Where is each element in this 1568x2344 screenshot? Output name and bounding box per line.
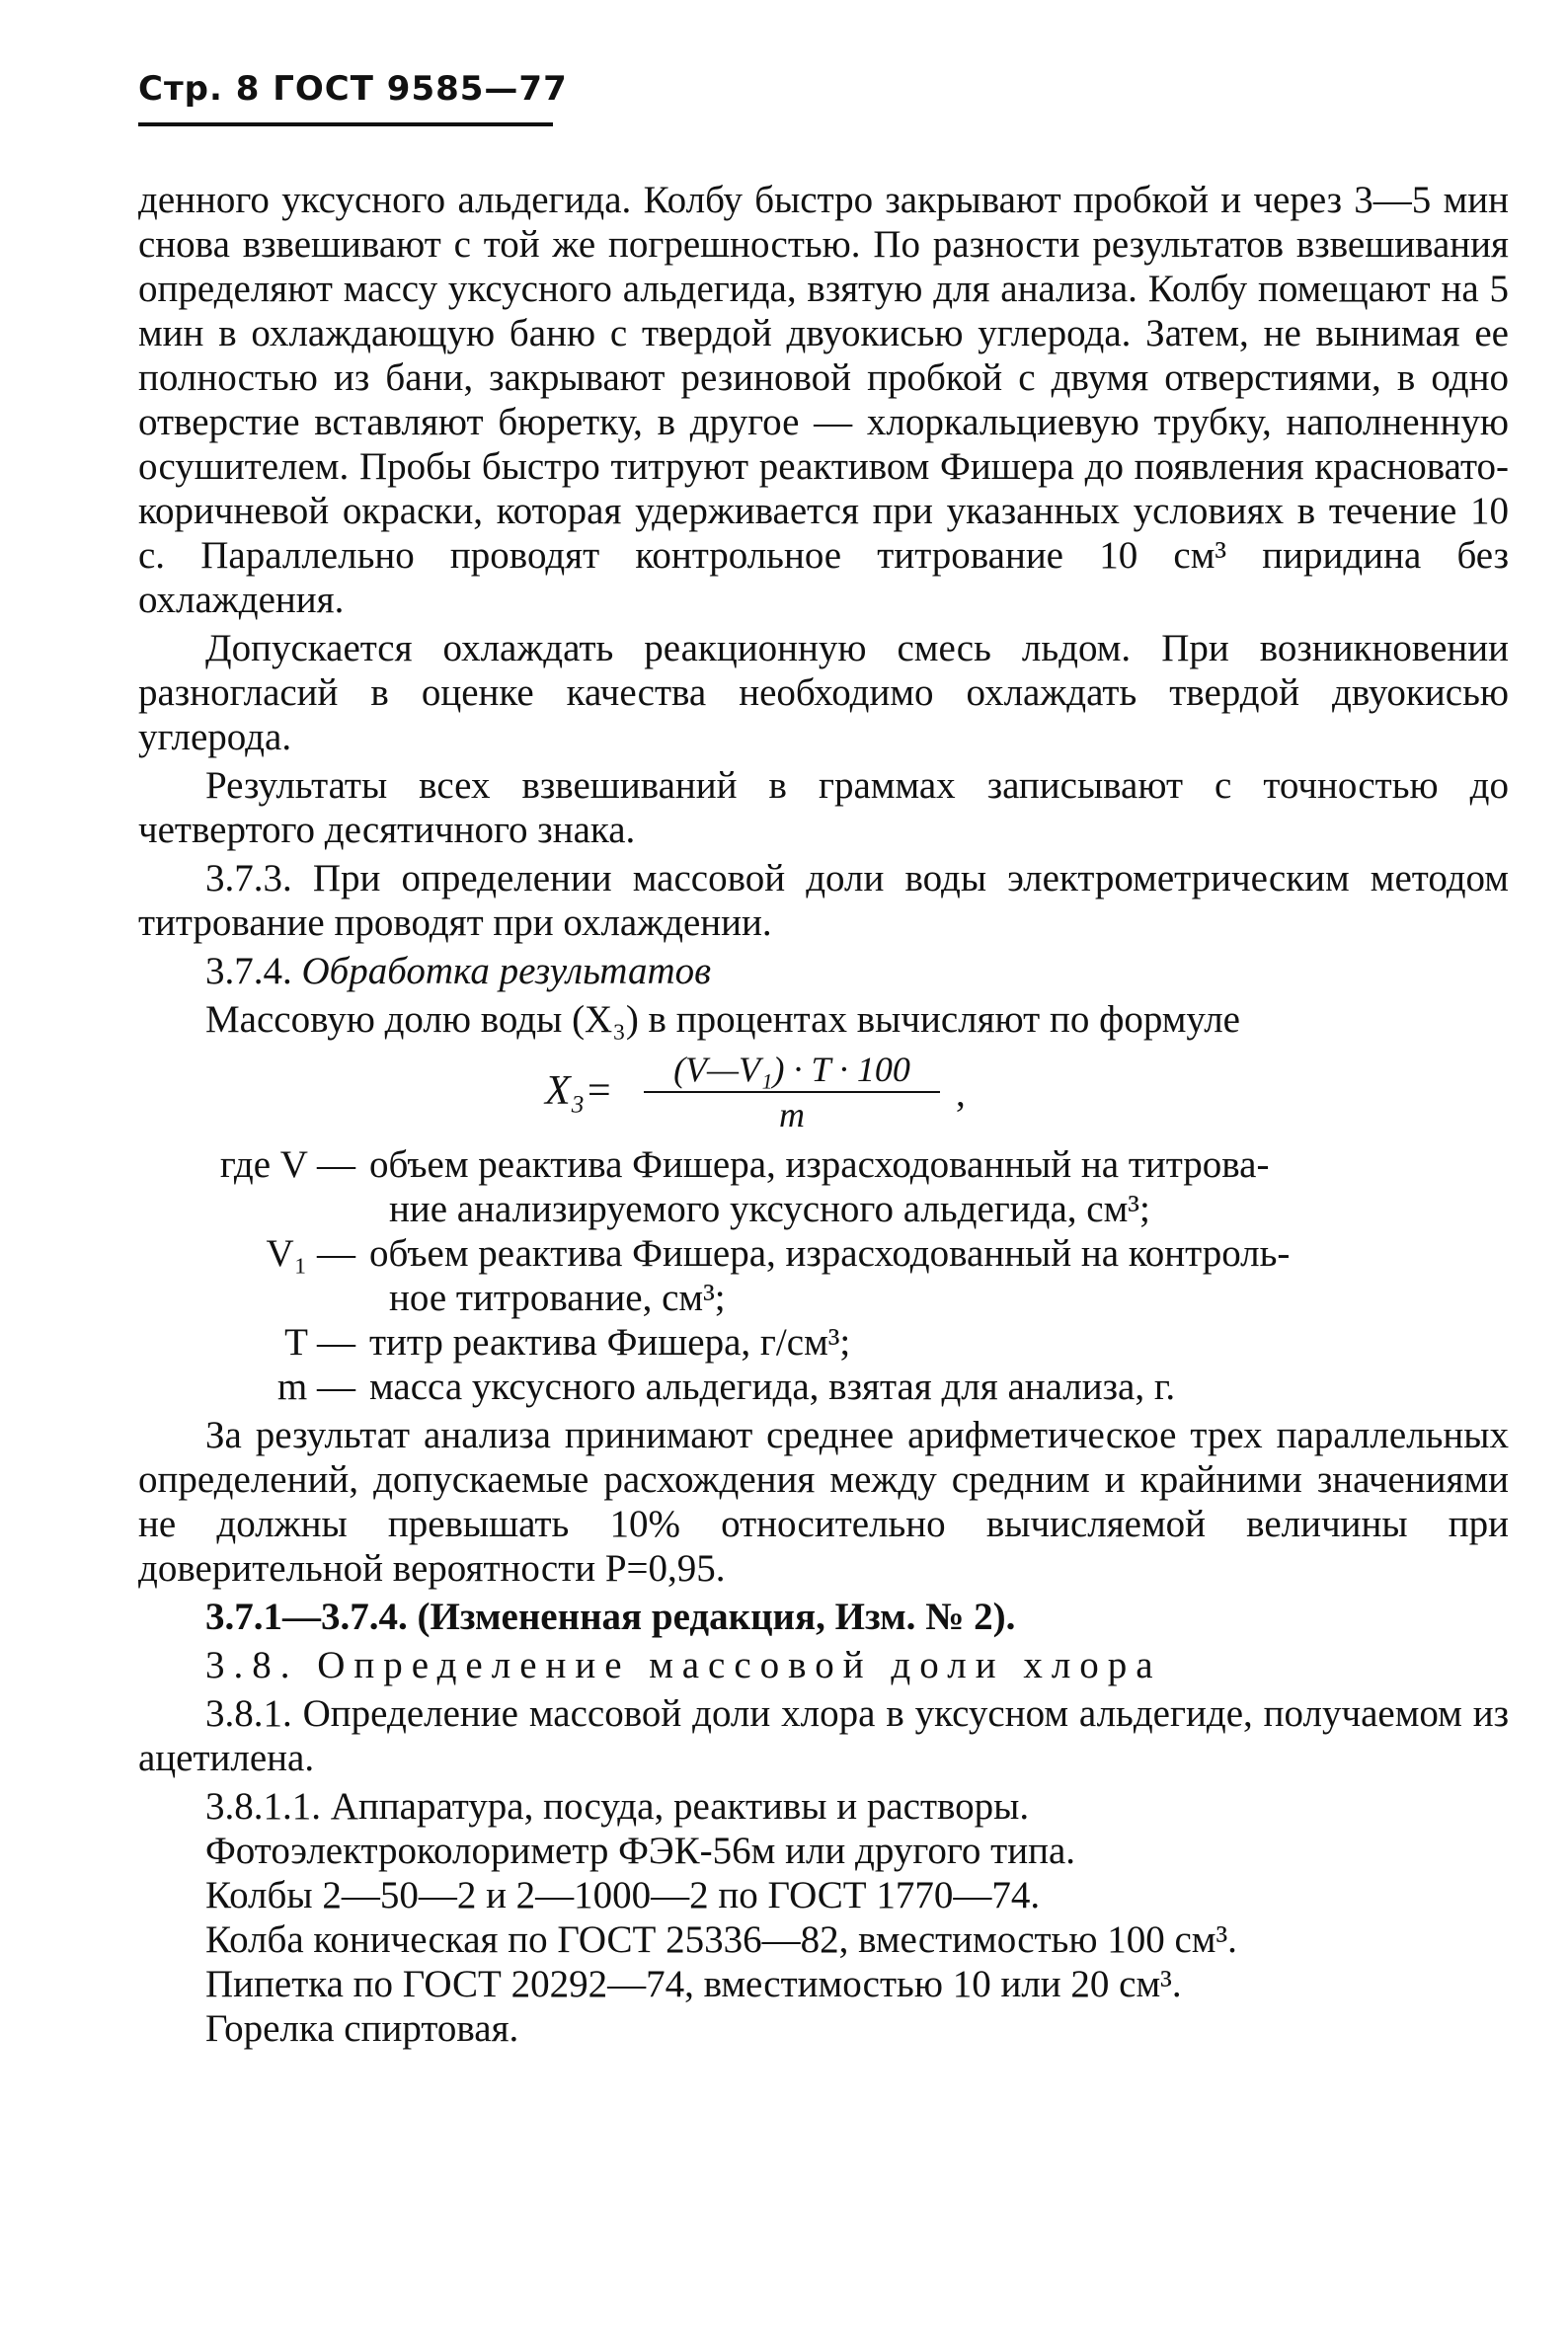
definition-text: масса уксусного альдегида, взятая для анализа, г. xyxy=(369,1366,1176,1408)
definition-line: ное титрование, см³; xyxy=(389,1277,726,1319)
equipment-item: Горелка спиртовая. xyxy=(205,2007,519,2050)
equipment-item: Колбы 2—50—2 и 2—1000—2 по ГОСТ 1770—74. xyxy=(205,1874,1041,1916)
formula-numerator: (V—V₁) · T · 100 xyxy=(673,1050,910,1089)
header-rule xyxy=(138,122,553,126)
definition-line: объем реактива Фишера, израсходованный на контроль- xyxy=(369,1232,1291,1275)
definition-symbol: где V — xyxy=(219,1143,355,1186)
definition-row xyxy=(138,1142,1509,1231)
definition-symbol: T — xyxy=(284,1321,355,1364)
paragraph-3-8-1-1: 3.8.1.1. Аппаратура, посуда, реактивы и растворы. xyxy=(205,1785,1030,1828)
definition-symbol: V₁ — xyxy=(266,1232,355,1275)
section-title: Обработка результатов xyxy=(301,950,712,992)
paragraph: денного уксусного альдегида. Колбу быстро закрывают пробкой и через 3—5 мин снова взвешивают с той же погрешностью. По разности результатов взвешивания определяют массу уксусного альдегида, взятую для анализа. Колбу помещают на 5 мин в охлаждающую баню с твердой двуокисью углерода. Затем, не вынимая ее полностью из бани, закрывают резиновой пробкой с двумя отверстиями, в одно отверстие вставляют бюретку, в другое — хлоркальциевую трубку, наполненную осушителем. Пробы быстро титруют реактивом Фишера до появления красновато-коричневой окраски, которая удерживается при указанных условиях в течение 10 с. Параллельно проводят контрольное титрование 10 см³ пиридина без охлаждения. xyxy=(138,179,1509,621)
definition-text xyxy=(369,1142,1509,1231)
paragraph: Результаты всех взвешиваний в граммах записывают с точностью до четвертого десятичного знака. xyxy=(138,764,1509,851)
formula xyxy=(138,1050,1509,1133)
body-text xyxy=(138,178,1509,2051)
paragraph-3-7-3: 3.7.3. При определении массовой доли воды электрометрическим методом титрование проводят при охлаждении. xyxy=(138,857,1509,944)
section-heading-3-7-4 xyxy=(138,949,1509,993)
paragraph: За результат анализа принимают среднее арифметическое трех параллельных определений, допускаемые расхождения между средним и крайними значениями не должны превышать 10% относительно вычисляемой величины при доверительной вероятности P=0,95. xyxy=(138,1414,1509,1590)
formula-comma: , xyxy=(956,1072,966,1115)
equipment-item: Пипетка по ГОСТ 20292—74, вместимостью 10 или 20 см³. xyxy=(205,1963,1182,2005)
fraction-bar xyxy=(644,1091,940,1093)
running-head: Стр. 8 ГОСТ 9585—77 xyxy=(138,69,568,109)
section-heading-3-8: 3.8. Определение массовой доли хлора xyxy=(205,1644,1162,1686)
definition-line: ние анализируемого уксусного альдегида, см³; xyxy=(389,1188,1150,1230)
paragraph-3-8-1: 3.8.1. Определение массовой доли хлора в уксусном альдегиде, получаемом из ацетилена. xyxy=(138,1692,1509,1779)
equipment-item: Колба коническая по ГОСТ 25336—82, вместимостью 100 см³. xyxy=(205,1918,1237,1961)
equipment-item: Фотоэлектроколориметр ФЭК-56м или другого типа. xyxy=(205,1830,1076,1872)
amendment-note: 3.7.1—3.7.4. (Измененная редакция, Изм. № 2). xyxy=(205,1596,1016,1638)
definition-row xyxy=(138,1365,1509,1409)
definition-text xyxy=(369,1231,1509,1320)
formula-denominator: m xyxy=(779,1095,805,1134)
section-number: 3.7.4. xyxy=(205,950,292,992)
definition-row xyxy=(138,1231,1509,1320)
definition-line: объем реактива Фишера, израсходованный на титрова- xyxy=(369,1143,1270,1186)
paragraph: Допускается охлаждать реакционную смесь льдом. При возникновении разногласий в оценке качества необходимо охлаждать твердой двуокисью углерода. xyxy=(138,627,1509,758)
definition-row xyxy=(138,1320,1509,1365)
formula-fraction xyxy=(644,1050,940,1134)
definition-text: титр реактива Фишера, г/см³; xyxy=(369,1321,851,1364)
definition-symbol: m — xyxy=(276,1366,355,1408)
formula-intro: Массовую долю воды (X₃) в процентах вычисляют по формуле xyxy=(205,998,1240,1041)
formula-lhs: X₃= xyxy=(545,1068,613,1114)
